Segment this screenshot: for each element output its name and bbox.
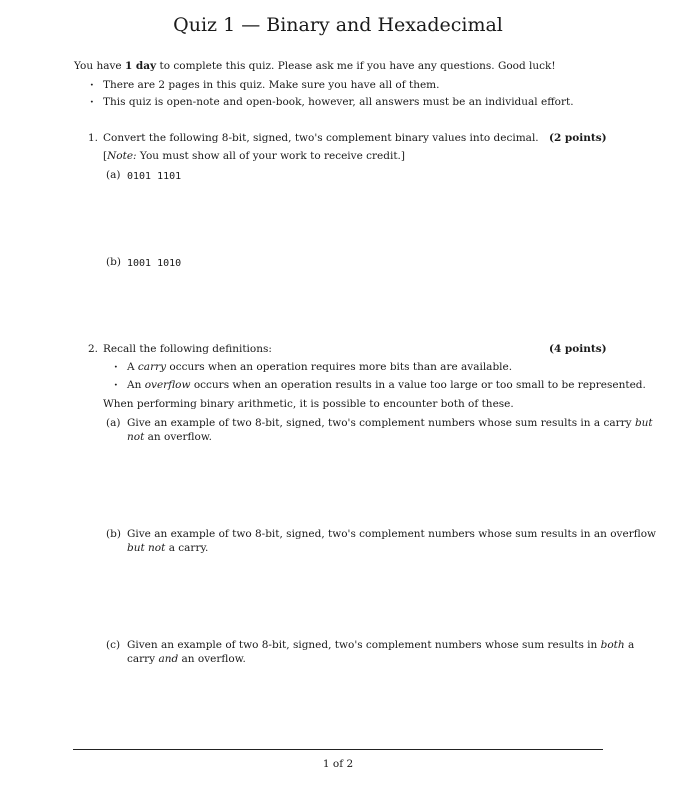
q2-c-line1-end: a — [624, 639, 635, 651]
q2-part-a-line1 — [127, 418, 653, 429]
q2-a-line1-italic: but — [634, 417, 653, 429]
q2-text: Recall the following definitions: — [103, 343, 272, 355]
q2-definition-carry — [127, 362, 512, 373]
intro-bullet-2: · This quiz is open-note and open-book, however, all answers must be an individual effort. — [103, 97, 574, 108]
q2-part-b-label: (b) — [106, 528, 121, 540]
q1-note-text: You must show all of your work to receive credit. — [136, 150, 401, 162]
intro-bullet-1: · There are 2 pages in this quiz. Make sure you have all of them. — [103, 80, 439, 91]
q1-part-a-value: 0101 1101 — [127, 171, 182, 182]
q2-def2-prefix: An — [127, 379, 145, 391]
q2-c-line2-italic: and — [158, 653, 179, 665]
q2-part-c-label: (c) — [106, 639, 121, 651]
q2-after-text: When performing binary arithmetic, it is possible to encounter both of these. — [103, 398, 514, 410]
q2-number: 2. — [88, 343, 99, 355]
page-title: Quiz 1 — Binary and Hexadecimal — [173, 14, 503, 36]
q1-part-b-value: 1001 1010 — [127, 258, 182, 269]
q2-part-b-line1: Give an example of two 8-bit, signed, two's complement numbers whose sum results in an overflow — [127, 528, 657, 540]
q2-a-line2-text: an overflow. — [144, 431, 212, 443]
q2-c-line1-text: Given an example of two 8-bit, signed, two's complement numbers whose sum results in — [127, 639, 601, 651]
q2-part-c-line1 — [127, 640, 634, 651]
q2-c-line2-end: an overflow. — [178, 653, 246, 665]
q2-part-a-label: (a) — [106, 417, 121, 429]
q2-b-line2-italic: but not — [127, 542, 166, 554]
q2-points: (4 points) — [549, 343, 607, 355]
q2-def2-term: overflow — [144, 379, 191, 391]
q2-b-line2-text: a carry. — [165, 542, 209, 554]
q2-c-line1-italic: both — [600, 639, 625, 651]
q2-def1-suffix: occurs when an operation requires more bits than are available. — [166, 361, 513, 373]
q2-def2-suffix: occurs when an operation results in a value too large or too small to be represented. — [190, 379, 646, 391]
q2-def1-term: carry — [137, 361, 167, 373]
intro-duration: 1 day — [124, 60, 157, 72]
intro-prefix: You have — [74, 60, 125, 72]
q1-note-label: Note: — [107, 150, 137, 162]
q2-def1-prefix: A — [127, 361, 138, 373]
footer-rule — [73, 749, 603, 750]
q2-part-c-line2 — [127, 654, 246, 665]
q1-part-a-label: (a) — [106, 169, 121, 181]
q2-definition-overflow — [127, 380, 646, 391]
page-number: 1 of 2 — [322, 758, 354, 770]
q1-points: (2 points) — [549, 132, 607, 144]
q2-part-b-line2 — [127, 543, 208, 554]
q1-note: [Note: You must show all of your work to receive credit.] — [103, 150, 406, 162]
intro-line — [74, 61, 556, 72]
q2-part-a-line2 — [127, 432, 212, 443]
q2-c-line2-text: carry — [127, 653, 159, 665]
q1-part-b-label: (b) — [106, 256, 121, 268]
q1-number: 1. — [88, 132, 99, 144]
intro-suffix: to complete this quiz. Please ask me if you have any questions. Good luck! — [156, 60, 556, 72]
q1-text: Convert the following 8-bit, signed, two's complement binary values into decimal. — [103, 132, 539, 144]
q2-a-line1-text: Give an example of two 8-bit, signed, two's complement numbers whose sum results in a carry — [127, 417, 635, 429]
q2-a-line2-italic: not — [127, 431, 145, 443]
